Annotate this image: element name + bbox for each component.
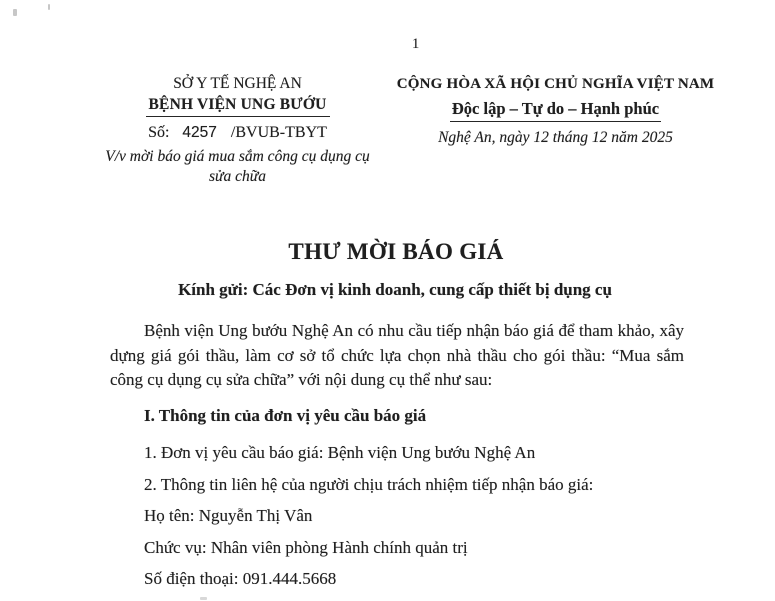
issuer-organization: BỆNH VIỆN UNG BƯỚU: [146, 94, 330, 117]
scan-artifact: [48, 4, 50, 10]
document-number-suffix: /BVUB-TBYT: [230, 124, 327, 141]
document-number-label: Số:: [148, 124, 170, 141]
section-heading-1: I. Thông tin của đơn vị yêu cầu báo giá: [144, 406, 427, 425]
info-lines-list: [144, 441, 684, 599]
place-date-line: Nghệ An, ngày 12 tháng 12 năm 2025: [438, 129, 673, 146]
country-name-line: CỘNG HÒA XÃ HỘI CHỦ NGHĨA VIỆT NAM: [396, 76, 715, 92]
intro-paragraph: Bệnh viện Ung bướu Nghệ An có nhu cầu tiếp nhận báo giá để tham khảo, xây dựng giá gói thầu, làm cơ sở tổ chức lựa chọn nhà thầu cho gói thầu: “Mua sắm công cụ dụng cụ sửa chữa” với nội dung cụ thể như sau:: [110, 321, 684, 389]
info-line-contact-intro: 2. Thông tin liên hệ của người chịu trách nhiệm tiếp nhận báo giá:: [144, 474, 594, 494]
document-number-value: 4257: [182, 124, 217, 141]
info-line-contact-phone: Số điện thoại: 091.444.5668: [144, 569, 337, 588]
document-title: THƯ MỜI BÁO GIÁ: [288, 239, 504, 264]
scan-artifact: [13, 9, 17, 16]
document-number-line: [90, 122, 385, 143]
info-line-contact-name: Họ tên: Nguyễn Thị Vân: [144, 506, 313, 525]
info-line-contact-position: Chức vụ: Nhân viên phòng Hành chính quản trị: [144, 537, 468, 557]
national-motto-line: Độc lập – Tự do – Hạnh phúc: [450, 98, 661, 122]
document-subject: V/v mời báo giá mua sắm công cụ dụng cụ sửa chữa: [105, 148, 370, 185]
issuer-header-block: [90, 73, 385, 187]
national-header-block: [388, 74, 723, 148]
info-line-requesting-unit: 1. Đơn vị yêu cầu báo giá: Bệnh viện Ung bướu Nghệ An: [144, 443, 536, 462]
salutation-line: Kính gửi: Các Đơn vị kinh doanh, cung cấp thiết bị dụng cụ: [178, 280, 612, 299]
issuer-department: SỞ Y TẾ NGHỆ AN: [173, 75, 302, 92]
page-number: 1: [412, 36, 420, 52]
